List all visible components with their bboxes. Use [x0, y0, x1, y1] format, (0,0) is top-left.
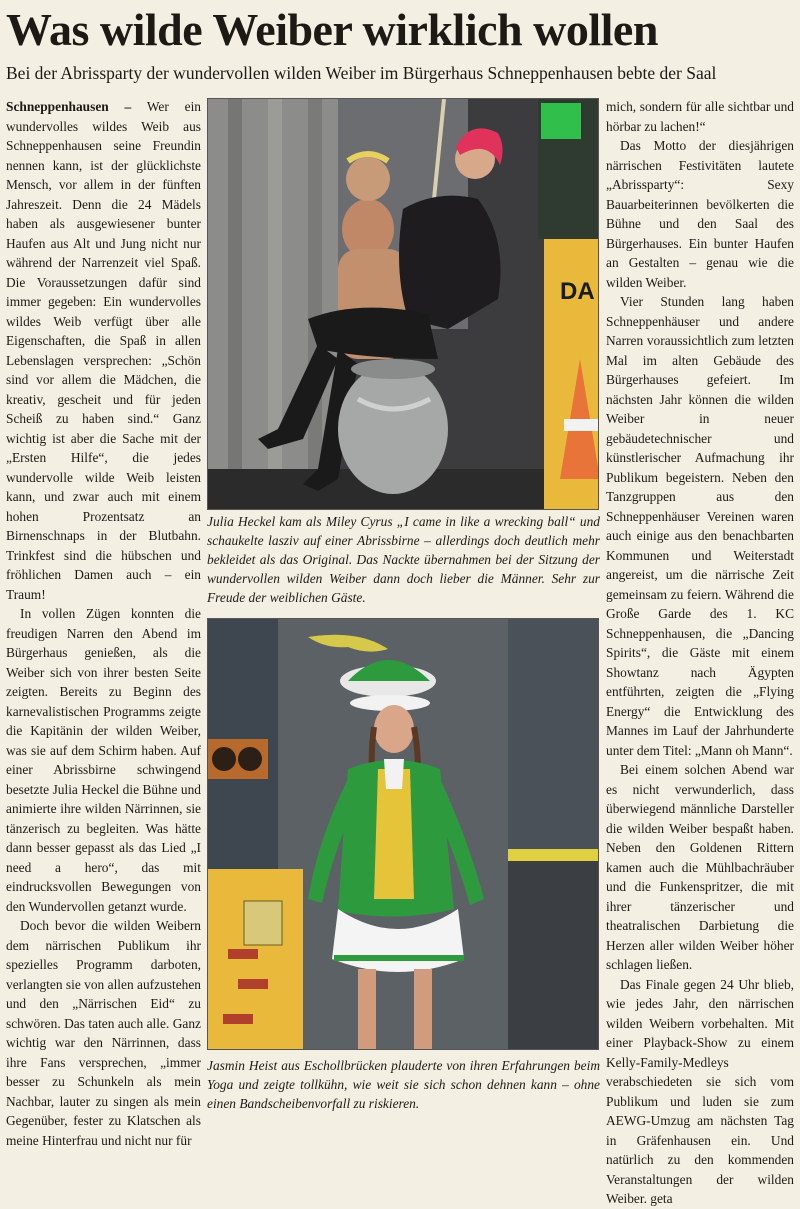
article-paragraph: mich, sondern für alle sichtbar und hörbar zu lachen!“ — [606, 99, 794, 134]
article-paragraph: Vier Stunden lang haben Schneppenhäuser und andere Narren voraussichtlich zum letzten Mal im alten Gebäude des Bürgerhauses gefeiert. Im nächsten Jahr können die wilden Weiber in neuer gebäudetechnischer und künstlerischer Aufmachung ihr Publikum begeistern. Neben den Tanzgruppen aus den Schneppenhäuser Vereinen waren auch einige aus den benachbarten Kommunen und Weiterstadt angereist, um die närrische Zeit gemeinsam zu feiern. Während die Große Garde des 1. KC Schneppenhausen, die „Dancing Spirits“, die Gäste mit einem Showtanz nach Ägypten entführten, zeigten die „Flying Energy“ die Entwicklung des Mannes im Lauf der Jahrhunderte unter dem Titel: „Mann oh Mann“. — [606, 294, 794, 758]
headline: Was wilde Weiber wirklich wollen — [6, 4, 658, 55]
photo-caption-1: Julia Heckel kam als Miley Cyrus „I came in like a wrecking ball“ und schaukelte lasziv auf einer Abrissbirne – allerdings doch deutlich mehr bekleidet als das Original. Das Nackte übernahmen bei der Sitzung der wundervollen wilden Weiber dann doch lieber die Männer. Sehr zur Freude der weiblichen Gäste. — [207, 514, 600, 605]
article-column-right — [606, 97, 794, 1209]
subheadline: Bei der Abrissparty der wundervollen wilden Weiber im Bürgerhaus Schneppenhausen bebte der Saal — [6, 63, 717, 83]
article-paragraph: Doch bevor die wilden Weibern dem närrischen Publikum ihr spezielles Programm darboten, verlangten sie von allen aufzustehen und den „Närrischen Eid“ zu schwören. Das taten auch alle. Ganz wichtig war den Närrinnen, dass ihre Fans versprechen, „immer besser zu Schunkeln als mein Nachbar, lauter zu singen als mein Gegenüber, fester zu Klatschen als meine Hinterfrau und nicht nur für — [6, 918, 201, 1148]
dateline: Schneppenhausen – — [6, 99, 132, 114]
article-column-left — [6, 97, 201, 1150]
photo-guard-dancer-illustration — [208, 619, 598, 1049]
photo-caption-2: Jasmin Heist aus Eschollbrücken plauderte von ihren Erfahrungen beim Yoga und zeigte tollkühn, wie weit sie sich schon dehnen kann – ohne einen Bandscheibenvorfall zu riskieren. — [207, 1058, 600, 1111]
article-paragraph: Das Finale gegen 24 Uhr blieb, wie jedes Jahr, den närrischen wilden Weibern vorbehalten. Mit einer Playback-Show zu einem Kelly-Family-Medleys verabschiedeten sie sich vom Publikum und luden sie zum AEWG-Umzug am nächsten Tag in Gräfenhausen ein. Und natürlich zu den kommenden Veranstaltungen der wilden Weiber. geta — [606, 976, 794, 1206]
article-paragraph — [6, 97, 201, 604]
sign-text: DA — [560, 278, 595, 305]
article-paragraph: Bei einem solchen Abend war es nicht verwunderlich, dass überwiegend männliche Darsteller die wilden Weiber bespaßt haben. Neben den Goldenen Rittern kamen auch die Mühlbachräuber und die Funkenspritzer, die mit ihrer tänzerischer und theatralischen Darbietung die Herzen aller wilden Weiber höher schlagen ließen. — [606, 762, 794, 972]
article-paragraph: Das Motto der diesjährigen närrischen Festivitäten lautete „Abrissparty“: Sexy Bauarbeiterinnen bevölkerten die Bühne und den Saal des Bürgerhauses. Ein bunter Haufen an Gestalten – genau wie die wilden Weiber. — [606, 138, 794, 290]
photo-wrecking-ball — [207, 98, 599, 510]
photo-guard-dancer — [207, 618, 599, 1050]
photo-wrecking-ball-illustration — [208, 99, 598, 509]
article-paragraph: In vollen Zügen konnten die freudigen Narren den Abend im Bürgerhaus genießen, als die Weiber sich von ihrer besten Seite zeigten. Bereits zu Beginn des karnevalistischen Programms zeigte die Kapitänin der wilden Weiber, was sie auf dem Schirm haben. Auf einer Abrissbirne schwingend besetzte Julia Heckel die Bühne und animierte ihre wilden Närrinnen, sie tänzerisch zu begleiten. Was hätte dann besser gepasst als das Lied „I need a hero“, das mit eindrucksvollen Bewegungen von den Wundervollen getanzt wurde. — [6, 606, 201, 914]
paragraph-text: Wer ein wundervolles wildes Weib aus Schneppenhausen seine Freundin nennen kann, ist der glücklichste Mensch, vor allem in der fünften Jahreszeit. Denn die 24 Mädels haben als ausgewiesener bunter Haufen aus Alt und Jung nicht nur während der Narrenzeit viel Spaß. Die Voraussetzungen dafür sind immer gegeben: Ein wundervolles wildes Weib verfügt über alle Eigenschaften, die Spaß in allen Lebenslagen versprechen: „Schön sind vor allem die Mädchen, die kreativ, gescheit und für jeden Scheiß zu haben sind.“ Ganz wichtig ist aber die Sache mit der „Ersten Hilfe“, die jedes wundervolle wilde Weib leisten kann, und zwar auch mit einem hohen Prozentsatz an Birnenschnaps in der Blutbahn. Trinkfest sind die hübschen und fröhlichen Damen auch – ein Traum! — [6, 99, 201, 602]
